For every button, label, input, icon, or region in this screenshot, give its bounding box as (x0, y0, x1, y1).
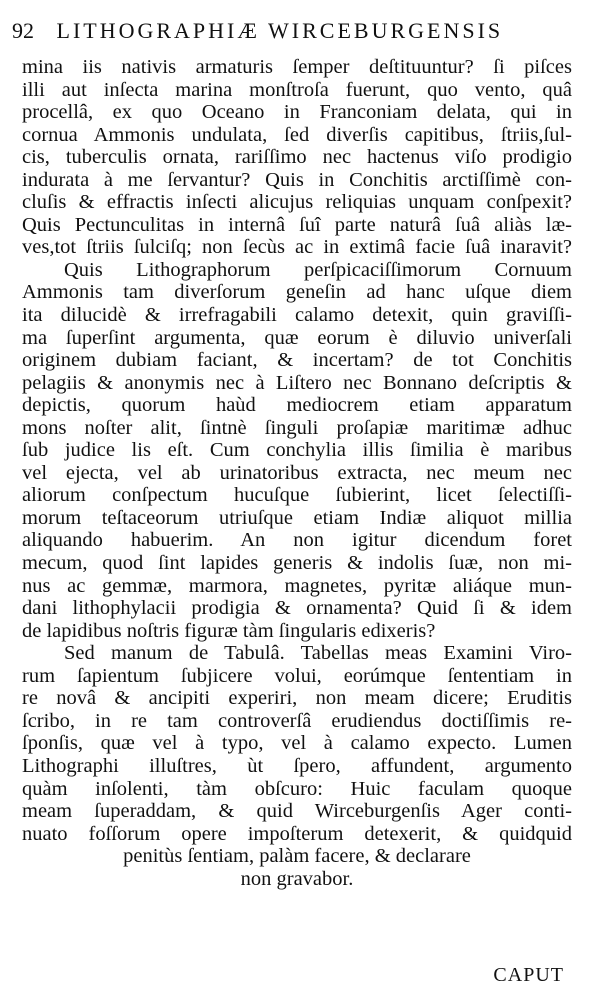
text-line: ves,tot ſtriis ſulciſq; non ſecùs ac in extimâ facie ſuâ inaravit? (22, 236, 572, 259)
text-line: aliorum conſpectum hucuſque ſubierint, licet ſelectiſſi- (22, 484, 572, 507)
text-line: indurata à me ſervantur? Quis in Conchitis arctiſſimè con- (22, 168, 572, 191)
text-line-centered: non gravabor. (240, 867, 354, 890)
paragraph-3 (22, 642, 572, 890)
body-text (22, 56, 572, 890)
text-line: nus ac gemmæ, marmora, magnetes, pyritæ aliáque mun- (22, 574, 572, 597)
text-line: Ammonis tam diverſorum geneſin ad hanc uſque diem (22, 281, 572, 304)
text-line: cornua Ammonis undulata, ſed diverſis capitibus, ſtriis,ſul- (22, 123, 572, 146)
text-line: ſponſis, quæ vel à typo, vel à calamo expecto. Lumen (22, 732, 572, 755)
text-line: Quis Lithographorum perſpicaciſſimorum Cornuum (64, 258, 572, 281)
text-line: re novâ & ancipiti experiri, non meam dicere; Eruditis (22, 687, 572, 710)
text-line: quàm inſolenti, tàm obſcuro: Huic faculam quoque (22, 777, 572, 800)
text-line: Sed manum de Tabulâ. Tabellas meas Examini Viro- (64, 642, 572, 665)
text-line: ma ſuperſint argumenta, quæ eorum è diluvio univerſali (22, 326, 572, 349)
text-line: meam ſuperaddam, & quid Wirceburgenſis Ager conti- (22, 800, 572, 823)
text-line: mecum, quod ſint lapides generis & indolis ſuæ, non mi- (22, 552, 572, 575)
text-line: Lithographi illuſtres, ùt ſpero, affundent, argumento (22, 754, 572, 777)
text-line: mina iis nativis armaturis ſemper deſtituuntur? ſi piſces (22, 56, 572, 78)
text-line: ſcribo, in re tam controverſâ erudiendus doctiſſimis re- (22, 709, 572, 732)
catchword: CAPUT (493, 964, 564, 986)
text-line: depictis, quorum haùd mediocrem etiam apparatum (22, 394, 572, 417)
text-line: nuato foſſorum opere impoſterum detexerit, & quidquid (22, 822, 572, 845)
paragraph-1 (22, 56, 572, 259)
text-line: vel ejecta, vel ab urinatoribus extracta, nec meum nec (22, 461, 572, 484)
text-line: rum ſapientum ſubjicere volui, eorúmque ſententiam in (22, 664, 572, 687)
running-header (12, 18, 582, 48)
text-line-centered: penitùs ſentiam, palàm facere, & declarare (123, 845, 471, 868)
text-line: mons noſter alit, ſintnè ſinguli proſapiæ maritimæ adhuc (22, 416, 572, 439)
text-line: de lapidibus noſtris figuræ tàm ſingularis edixeris? (22, 619, 436, 642)
text-line: Quis Pectunculitas in internâ ſuî parte naturâ ſuâ aliàs læ- (22, 213, 572, 236)
text-line: procellâ, ex quo Oceano in Franconiam delata, qui in (22, 101, 572, 124)
text-line: morum teſtaceorum utriuſque etiam Indiæ aliquot millia (22, 506, 572, 529)
text-line: originem dubiam faciant, & incertam? de tot Conchitis (22, 349, 572, 372)
text-line: ſub judice lis eſt. Cum conchylia illis ſimilia è maribus (22, 439, 572, 462)
text-line: cluſis & effractis inſecti alicujus reliquias unquam conſpexit? (22, 191, 572, 214)
page-number: 92 (12, 18, 34, 43)
text-line: ita dilucidè & irrefragabili calamo detexit, quin graviſſi- (22, 304, 572, 327)
text-line: aliquando habuerim. An non igitur dicendum foret (22, 529, 572, 552)
running-title: LITHOGRAPHIÆ WIRCEBURGENSIS (56, 18, 504, 43)
paragraph-2 (22, 259, 572, 642)
text-line: illi aut inſecta marina monſtroſa fuerunt, quo vento, quâ (22, 78, 572, 101)
text-line: cis, tuberculis ornata, rariſſimo nec hactenus viſo prodigio (22, 146, 572, 169)
text-line: pelagiis & anonymis nec à Liſtero nec Bonnano deſcriptis & (22, 371, 572, 394)
text-line: dani lithophylacii prodigia & ornamenta? Quid ſi & idem (22, 597, 572, 620)
